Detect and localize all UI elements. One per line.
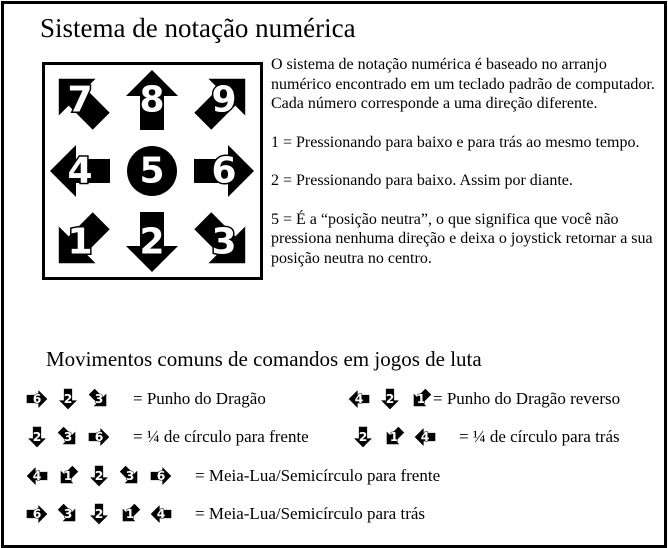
combo-label: = Meia-Lua/Semicírculo para frente bbox=[195, 466, 441, 485]
svg-text:4: 4 bbox=[156, 507, 166, 521]
arrow-right-icon bbox=[26, 503, 48, 525]
combo-icons bbox=[26, 503, 181, 525]
svg-text:2: 2 bbox=[94, 469, 104, 483]
svg-text:7: 7 bbox=[67, 79, 93, 121]
combo-label: = ¼ de círculo para trás bbox=[459, 427, 620, 446]
arrow-down-right-icon bbox=[119, 465, 141, 487]
svg-text:2: 2 bbox=[358, 430, 368, 444]
svg-text:3: 3 bbox=[63, 507, 73, 521]
svg-text:2: 2 bbox=[385, 392, 395, 406]
combo-label: = Meia-Lua/Semicírculo para trás bbox=[195, 504, 426, 523]
arrow-right-icon bbox=[26, 388, 48, 410]
combo-icons bbox=[26, 465, 181, 487]
page-title: Sistema de notação numérica bbox=[40, 13, 356, 43]
svg-text:6: 6 bbox=[32, 392, 42, 406]
arrow-down-left-icon bbox=[410, 388, 432, 410]
svg-text:6: 6 bbox=[211, 150, 237, 192]
combo-icons bbox=[352, 426, 445, 448]
svg-text:2: 2 bbox=[139, 221, 165, 263]
svg-text:4: 4 bbox=[420, 430, 430, 444]
arrow-right-icon bbox=[88, 426, 110, 448]
arrow-down-icon bbox=[88, 503, 110, 525]
numpad-diagram bbox=[42, 62, 263, 280]
svg-text:4: 4 bbox=[32, 469, 42, 483]
combo-row bbox=[26, 500, 425, 528]
svg-text:2: 2 bbox=[32, 430, 42, 444]
svg-text:6: 6 bbox=[32, 507, 42, 521]
arrow-down-left-icon bbox=[119, 503, 141, 525]
combo-row bbox=[26, 462, 440, 490]
svg-text:6: 6 bbox=[156, 469, 166, 483]
svg-text:6: 6 bbox=[94, 430, 104, 444]
svg-text:1: 1 bbox=[416, 392, 426, 406]
svg-text:4: 4 bbox=[67, 150, 93, 192]
arrow-down-right-icon bbox=[57, 503, 79, 525]
combo-label: = ¼ de círculo para frente bbox=[133, 427, 309, 446]
arrow-down-left-icon bbox=[383, 426, 405, 448]
arrow-left-icon bbox=[414, 426, 436, 448]
svg-text:3: 3 bbox=[63, 430, 73, 444]
arrow-down-left-icon bbox=[57, 465, 79, 487]
svg-text:1: 1 bbox=[67, 221, 93, 263]
svg-text:2: 2 bbox=[63, 392, 73, 406]
combo-icons bbox=[348, 388, 441, 410]
description-item-1: 1 = Pressionando para baixo e para trás ao mesmo tempo. bbox=[271, 133, 640, 151]
svg-text:4: 4 bbox=[354, 392, 364, 406]
arrow-down-icon bbox=[26, 426, 48, 448]
svg-text:3: 3 bbox=[211, 221, 237, 263]
combo-row bbox=[26, 385, 266, 413]
svg-text:5: 5 bbox=[139, 150, 165, 192]
svg-text:3: 3 bbox=[94, 392, 104, 406]
svg-text:2: 2 bbox=[94, 507, 104, 521]
arrow-right-icon bbox=[150, 465, 172, 487]
combo-label: = Punho do Dragão bbox=[133, 389, 266, 408]
arrow-down-icon bbox=[379, 388, 401, 410]
arrow-left-icon bbox=[150, 503, 172, 525]
arrow-down-right-icon bbox=[88, 388, 110, 410]
svg-text:8: 8 bbox=[139, 79, 165, 121]
svg-text:3: 3 bbox=[125, 469, 135, 483]
description bbox=[271, 55, 663, 268]
combo-row bbox=[26, 423, 309, 451]
description-item-5: 5 = É a “posição neutra”, o que significa que você não pressiona nenhuma direção e deixa o joystick retornar a sua posição neutra no centro. bbox=[271, 210, 653, 267]
arrow-down-icon bbox=[88, 465, 110, 487]
svg-text:1: 1 bbox=[389, 430, 399, 444]
combo-row bbox=[352, 423, 620, 451]
description-intro: O sistema de notação numérica é baseado no arranjo numérico encontrado em um teclado padrão de computador. bbox=[271, 56, 655, 93]
svg-text:1: 1 bbox=[125, 507, 135, 521]
arrow-down-icon bbox=[352, 426, 374, 448]
combo-row bbox=[348, 385, 620, 413]
arrow-left-icon bbox=[26, 465, 48, 487]
section-title: Movimentos comuns de comandos em jogos de luta bbox=[46, 347, 482, 371]
neutral-circle-icon bbox=[127, 146, 177, 196]
arrow-left-icon bbox=[348, 388, 370, 410]
svg-text:1: 1 bbox=[63, 469, 73, 483]
combo-icons bbox=[26, 388, 119, 410]
description-directions: Cada número corresponde a uma direção diferente. bbox=[271, 95, 598, 112]
description-item-2: 2 = Pressionando para baixo. Assim por diante. bbox=[271, 172, 573, 189]
combo-label: = Punho do Dragão reverso bbox=[433, 389, 621, 408]
arrow-down-right-icon bbox=[57, 426, 79, 448]
svg-text:9: 9 bbox=[211, 79, 237, 121]
combo-icons bbox=[26, 426, 119, 448]
arrow-down-icon bbox=[57, 388, 79, 410]
